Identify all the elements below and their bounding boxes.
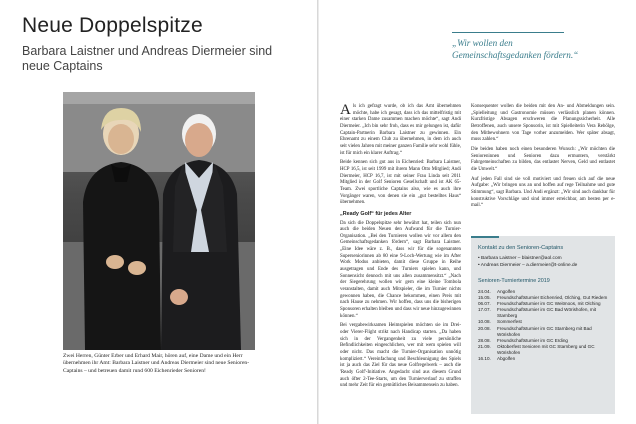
contact-list [478, 256, 612, 269]
drop-cap: A [340, 102, 351, 118]
article-paragraph: Die beiden haben noch einen besonderen Wunsch: „Wir möchten die Senioreninnen und Senioren dazu ermuntern, verstärkt Fahrgemeinschaften zu bilden, das entlastet Nerven, Geld und entlastet die Umwelt.“ [471, 146, 615, 172]
contact-infobox [471, 236, 615, 414]
article-paragraph: Bei vergabewirksamen Heimspielen möchten sie im Drei- oder Vierer-Flight strikt nach Handicap starten. „Da haben sich in der Vergangenheit zu viele persönliche Befindlichkeiten eingeschlichen, wer mit wem spielen will oder nicht. Das macht die Turnier-Organisation unnötig kompliziert.“ Vereinfachung und Beschleunigung des Spiels ist ja auch das Ziel für das neue Golfregelwerk – auch die 'Ready Golf'-Initiative. Angedacht sind aus diesem Grund auch öfter 2-Tee-Starts, um den Turnierverlauf zu straffen und mehr Zeit für ein gemütliches Beisammensein zu haben. [340, 323, 461, 389]
schedule-event: Angolfen [497, 289, 516, 294]
schedule-event: Freundschaftsturnier im GC Bad Wörishofen, mit Starnberg [497, 307, 597, 319]
schedule-row [478, 356, 612, 362]
portrait-photo-illustration [63, 92, 255, 350]
article-column-1 [340, 104, 461, 393]
schedule-date: 15.05. [478, 295, 491, 301]
schedule-event: Freundschaftsturnier im GC Erding [497, 337, 568, 343]
schedule-row [478, 326, 612, 338]
article-paragraph: Konsequenter wollen die beiden mit den An- und Abmeldungen sein. „Spielleitung und Gastronomie müssen verlässlich planen können. Kurzfristige Absagen erschweren die Planungssicherheit. Alle Betroffenen, auch unsere Sponsorin, ist mit Spielleiterin Vera Rebölge, den Mitbewohnern von Tage vorher anzumelden. Wer später absagt, muss zahlen.“ [471, 104, 615, 143]
schedule-heading: Senioren-Turniertermine 2019 [478, 278, 550, 284]
schedule-row [478, 307, 612, 319]
schedule-event: Freundschaftsturnier im GC Starnberg mit Bad Wörishofen [497, 325, 592, 337]
left-page [0, 0, 317, 424]
contact-item-laistner: • Barbara Laistner – blaistner@aol.com [478, 256, 562, 261]
photo-caption: Zwei Herren, Günter Erber und Erhard Mair, hören auf, eine Dame und ein Herr übernehmen ihr Amt: Barbara Laistner und Andreas Diermeier sind neue Senioren-Captains – und betreuen damit rund 600 Eichenrieder Senioren! [63, 353, 250, 374]
portrait-photo [63, 92, 255, 350]
schedule-date: 06.07. [478, 301, 491, 307]
article-paragraph [340, 104, 461, 157]
schedule-date: 21.09. [478, 343, 491, 349]
schedule-date: 17.07. [478, 307, 491, 313]
schedule-row [478, 344, 612, 356]
contact-item-diermeier: • Andreas Diermeier – a.diermeier@t-online.de [478, 262, 578, 268]
schedule-event: Freundschaftsturnier im GC Weitmoos, mit Olching [497, 301, 601, 307]
article-paragraph: Auf jeden Fall sind sie voll motiviert und freuen sich auf die neue Aufgabe: „Wir bringen uns an und hoffen auf rege Teilnahme und gute Stimmung“, sagt Barbara. Und Andi ergänzt: „Wir sind auch dankbar für konstruktive Vorschläge und sind immer erreichbar, am besten per e-mail.“ [471, 176, 615, 209]
pull-quote: „Wir wollen den Gemeinschaftsgedanken fördern.“ [452, 38, 579, 60]
article-paragraph: Da sich die Doppelspitze sehr bewährt hat, teilen sich nun auch die beiden Neuen den Aufwand für die Turnier-Organisation. „Bei den Turnieren wollen wir vor allem den Gemeinschaftsgedanken fördern“, sagt Barbara Laistner. „Eine Idee wäre z. B., dass wir für die sogenannten Superseniorinnen ab 80 eine 9-Loch-Wertung wie im After Work Modus anbieten, damit diese Gruppe in Reihe ausgetragen und Ende des Turniers spielen kann, und Sonnensicht dennoch mit uns allen zusammensitzt.“ „Nach der Siegerehrung wollen wir gern eine kleine Tombola veranstalten, damit auch Mitspieler, die im Turnier nichts gewonnen haben, die Chance bekommen, einen Preis mit nach Hause zu nehmen. Wir hoffen, dass uns die bisherigen Sponsoren erhalten bleiben und dass wir neue hinzugewinnen können.“ [340, 220, 461, 319]
schedule-date: 28.08. [478, 337, 491, 343]
schedule-list [478, 289, 612, 362]
schedule-event: Freundschaftsturnier Eichenried, Olching, Gut Riedem [497, 295, 608, 301]
infobox-accent-bar [471, 236, 499, 238]
schedule-date: 24.04. [478, 289, 491, 294]
schedule-event: Sommerfest [497, 319, 522, 325]
page-subtitle: Barbara Laistner und Andreas Diermeier sind neue Captains [22, 44, 273, 73]
article-paragraph-text: ls ich gefragt wurde, ob ich das Amt übernehmen möchte, habe ich gesagt, dass ich das mittelfristig mit einer starken Dame zusammen machen möchte“, sagt Andi Diermeier. „Ich bin sehr froh, dass es mir gelungen ist, dafür Captain-Partnerin Barbara Laistner zu gewinnen. Ein Ehrenamt zu einem Club zu übernehmen, in dem ich auch seit vielen Jahren mit meiner ganzen Familie sehr wohl fühle, ist für mich ein klarer Auftrag.“ [340, 104, 461, 156]
schedule-date: 10.08. [478, 319, 491, 325]
page-title: Neue Doppelspitze [22, 14, 203, 37]
schedule-event: Oktoberfest Senioren mit GC Starnberg und GC Wörishofen [497, 343, 595, 355]
schedule-event: Abgolfen [497, 356, 516, 362]
infobox-heading: Kontakt zu den Senioren-Captains [478, 245, 564, 251]
section-heading: „Ready Golf“ für jedes Alter [340, 210, 412, 217]
article-column-2 [471, 104, 615, 213]
article-paragraph: Beide kennen sich gut aus in Eichenried: Barbara Laistner, HCP 16,5, ist seit 1999 mit ihrem Mann Otto Mitglied; Andi Diermeier, HCP 16,7, ist mit seiner Frau Linda seit 2011 Mitglied in der Golf Senioren Gesellschaft und ist AK 65-Team. Zwei sportliche Captains also, wie es auch ihre Vorgänger waren, von denen sie ein „gut bestelltes Haus“ übernehmen. [340, 160, 461, 206]
quote-rule [452, 32, 564, 33]
schedule-date: 20.08. [478, 325, 491, 331]
schedule-date: 16.10. [478, 356, 491, 362]
